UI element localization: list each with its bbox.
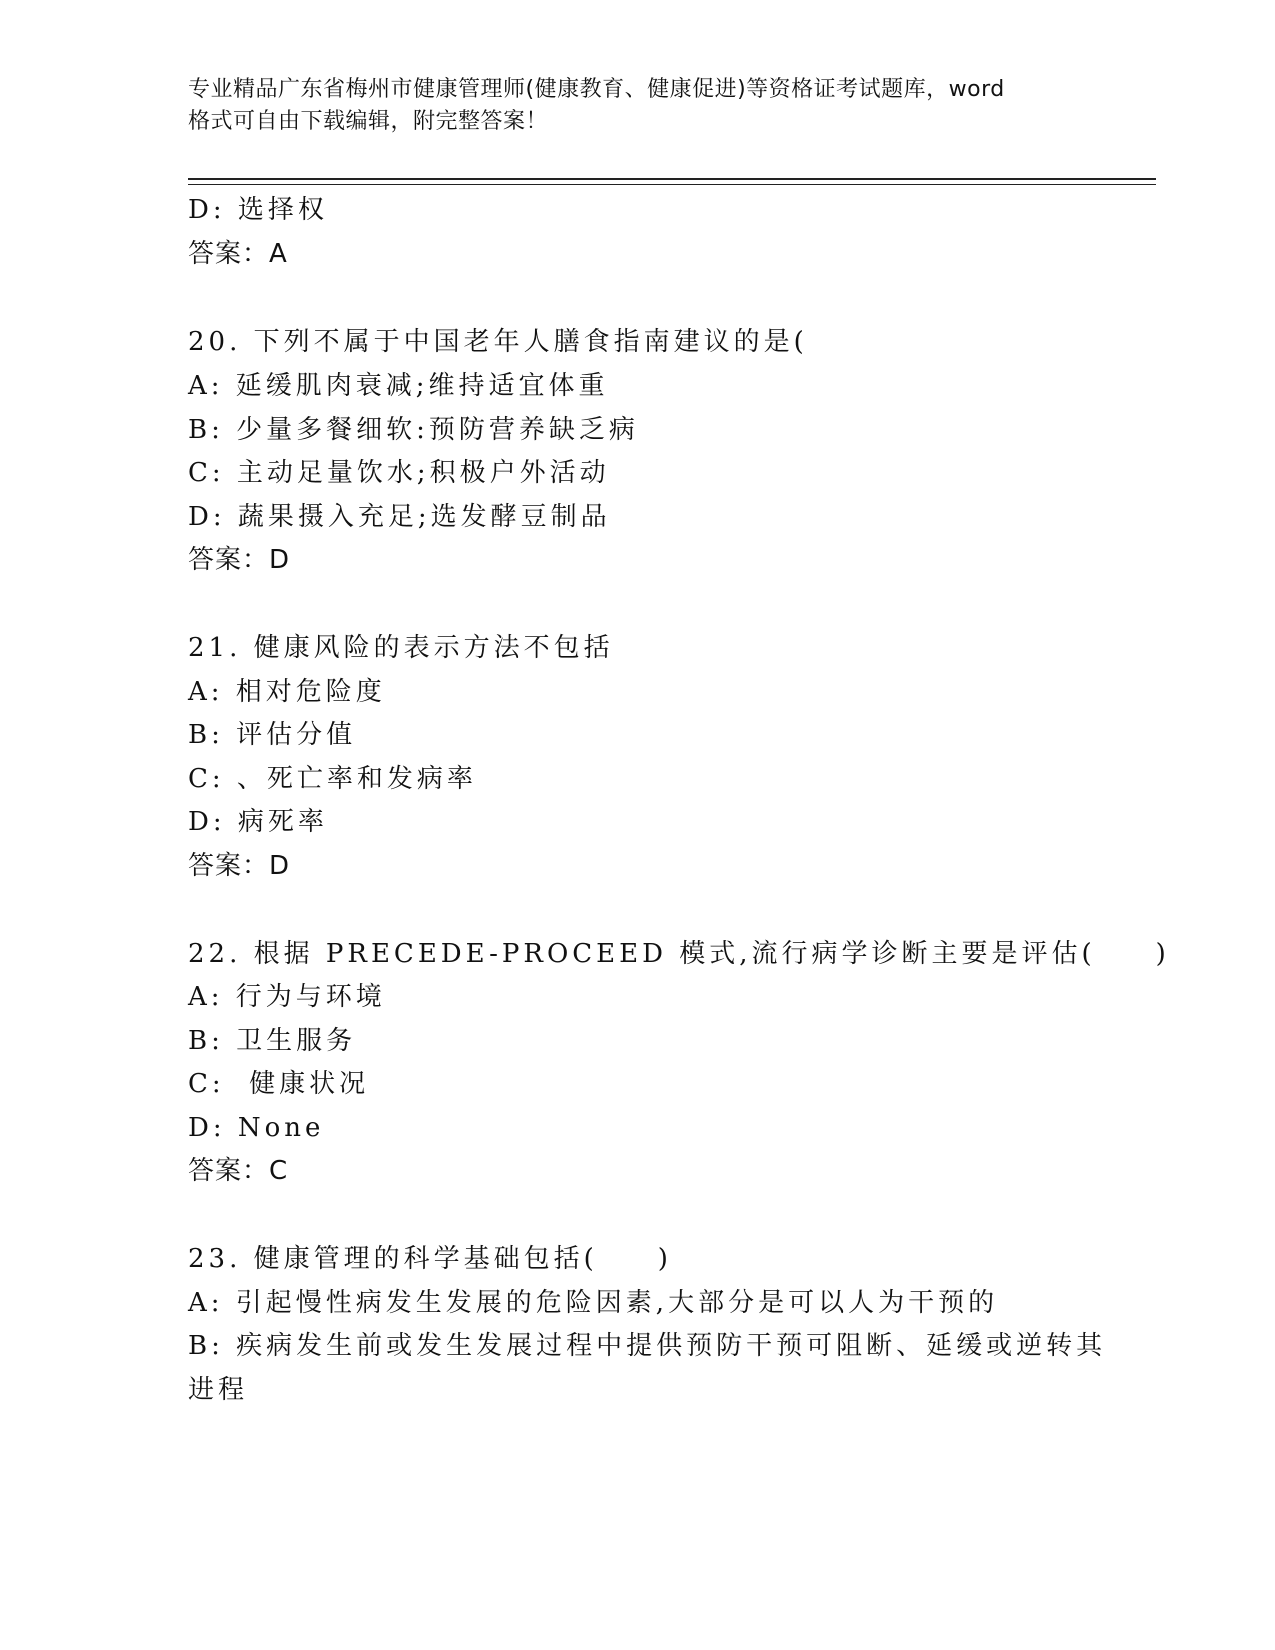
- question-20-answer: 答案：D: [188, 545, 291, 575]
- question-20-stem: 20. 下列不属于中国老年人膳食指南建议的是(: [188, 327, 808, 357]
- question-22-option-d: D: None: [188, 1113, 325, 1143]
- question-22-option-b: B: 卫生服务: [188, 1026, 357, 1056]
- header-line-1: 专业精品广东省梅州市健康管理师(健康教育、健康促进)等资格证考试题库，word: [188, 77, 1005, 102]
- question-22-option-c: C: 健康状况: [188, 1069, 370, 1099]
- question-23-option-a: A: 引起慢性病发生发展的危险因素,大部分是可以人为干预的: [188, 1288, 999, 1318]
- header-rule-thick: [188, 178, 1156, 180]
- question-21-option-a: A: 相对危险度: [188, 677, 386, 707]
- header-rule-thin: [188, 184, 1156, 185]
- question-20-option-d: D: 蔬果摄入充足;选发酵豆制品: [188, 502, 611, 532]
- question-23-option-b: B: 疾病发生前或发生发展过程中提供预防干预可阻断、延缓或逆转其: [188, 1331, 1107, 1361]
- question-21-option-c: C: 、死亡率和发病率: [188, 764, 477, 794]
- question-23-stem: 23. 健康管理的科学基础包括( ): [188, 1244, 672, 1274]
- question-20-option-c: C: 主动足量饮水;积极户外活动: [188, 458, 610, 488]
- question-22-stem: 22. 根据 PRECEDE-PROCEED 模式,流行病学诊断主要是评估( ): [188, 939, 1170, 969]
- answer-prev: 答案：A: [188, 239, 288, 269]
- question-20-option-b: B: 少量多餐细软:预防营养缺乏病: [188, 415, 639, 445]
- question-21-answer: 答案：D: [188, 851, 291, 881]
- question-21-option-b: B: 评估分值: [188, 720, 357, 750]
- document-header: [188, 74, 1088, 138]
- question-21-stem: 21. 健康风险的表示方法不包括: [188, 633, 614, 663]
- header-line-2: 格式可自由下载编辑，附完整答案！: [188, 109, 549, 134]
- question-23-option-b-continued: 进程: [188, 1375, 249, 1405]
- question-21-option-d: D: 病死率: [188, 807, 328, 837]
- question-20-option-a: A: 延缓肌肉衰减;维持适宜体重: [188, 371, 609, 401]
- option-d-prev: D: 选择权: [188, 195, 328, 225]
- question-22-answer: 答案：C: [188, 1156, 289, 1186]
- question-22-option-a: A: 行为与环境: [188, 982, 386, 1012]
